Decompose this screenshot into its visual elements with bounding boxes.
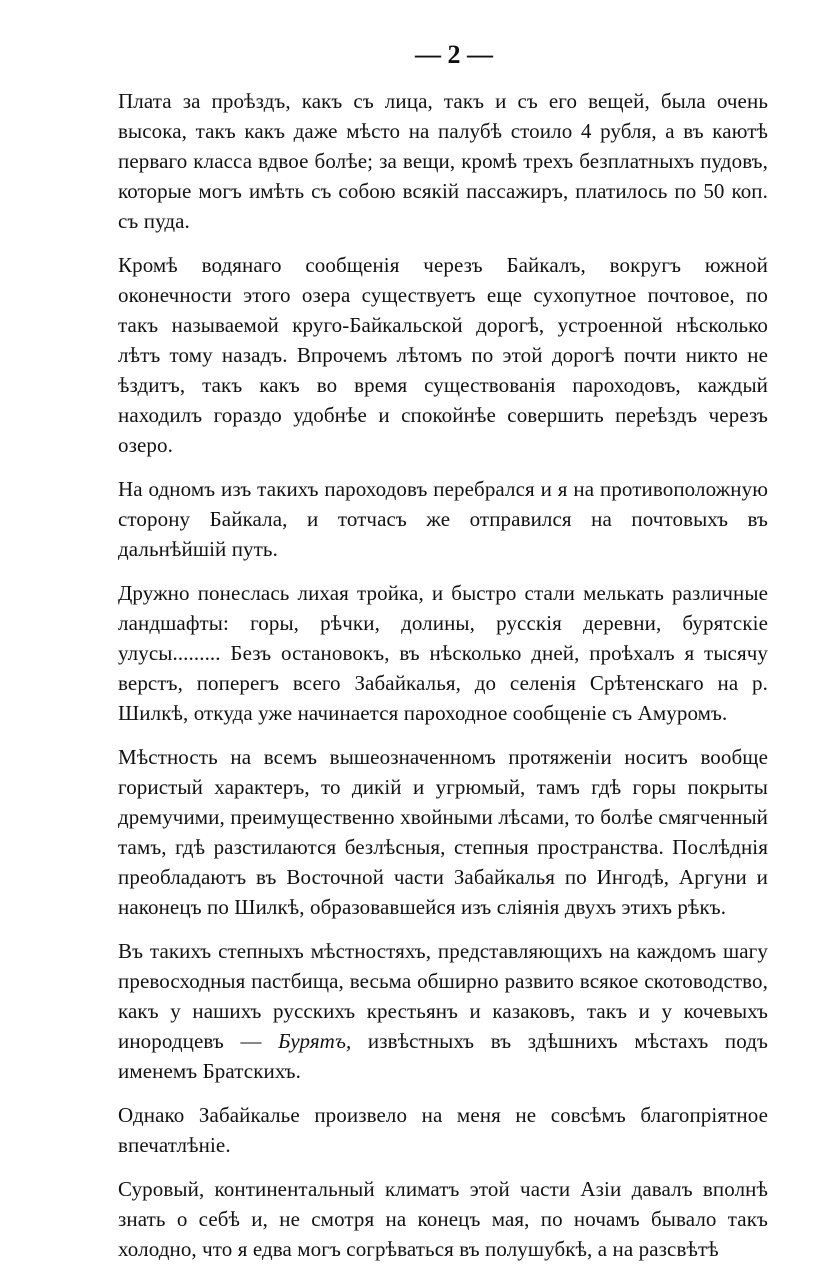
- paragraph-3: На одномъ изъ такихъ пароходовъ перебрался и я на противоположную сторону Байкала, и тотчасъ же отправился на почтовыхъ въ дальнѣйшій путь.: [118, 477, 768, 561]
- paragraph-6: [118, 936, 768, 1086]
- paragraph-5: Мѣстность на всемъ вышеозначенномъ протяженіи носитъ вообще гористый характеръ, то дикій и угрюмый, тамъ гдѣ горы покрыты дремучими, преимущественно хвойными лѣсами, то болѣе смягченный тамъ, гдѣ разстилаются безлѣсныя, степныя пространства. Послѣднія преобладаютъ въ Восточной части Забайкалья по Ингодѣ, Аргуни и наконецъ по Шилкѣ, образовавшейся изъ слiянія двухъ этихъ рѣкъ.: [118, 745, 768, 919]
- paragraph-1: Плата за проѣздъ, какъ съ лица, такъ и съ его вещей, была очень высока, такъ какъ даже мѣсто на палубѣ стоило 4 рубля, а въ каютѣ перваго класса вдвое болѣе; за вещи, кромѣ трехъ безплатныхъ пудовъ, которые могъ имѣть съ собою всякій пассажиръ, платилось по 50 коп. съ пуда.: [118, 89, 768, 233]
- paragraph-4: Дружно понеслась лихая тройка, и быстро стали мелькать различные ландшафты: горы, рѣчки, долины, русскія деревни, бурятскіе улусы......... Безъ остановокъ, въ нѣсколько дней, проѣхалъ я тысячу верстъ, поперегъ всего Забайкалья, до селенія Срѣтенскаго на р. Шилкѣ, откуда уже начинается пароходное сообщеніе съ Амуромъ.: [118, 581, 768, 725]
- page-number: — 2 —: [415, 40, 493, 69]
- paragraph-6-before: Въ такихъ степныхъ мѣстностяхъ, представляющихъ на каждомъ шагу превосходныя пастбища, весьма обширно развито всякое скотоводство, какъ у нашихъ русскихъ крестьянъ и казаковъ, такъ и у кочевыхъ инородцевъ —: [118, 939, 768, 1053]
- document-page: [118, 38, 768, 1264]
- paragraph-8: Суровый, континентальный климатъ этой части Азіи давалъ вполнѣ знать о себѣ и, не смотря на конецъ мая, по ночамъ бывало такъ холодно, что я едва могъ согрѣваться въ полушубкѣ, а на разсвѣтѣ: [118, 1177, 768, 1261]
- paragraph-6-italic: Бурятъ,: [278, 1029, 352, 1053]
- paragraph-6-after: извѣстныхъ въ здѣшнихъ мѣстахъ подъ именемъ Братскихъ.: [118, 1029, 768, 1083]
- paragraph-7: Однако Забайкалье произвело на меня не совсѣмъ благопріятное впечатлѣніе.: [118, 1103, 768, 1157]
- paragraph-2: Кромѣ водянаго сообщенія черезъ Байкалъ, вокругъ южной оконечности этого озера существуетъ еще сухопутное почтовое, по такъ называемой круго-Байкальской дорогѣ, устроенной нѣсколько лѣтъ тому назадъ. Впрочемъ лѣтомъ по этой дорогѣ почти никто не ѣздитъ, такъ какъ во время существованія пароходовъ, каждый находилъ гораздо удобнѣе и спокойнѣе совершить переѣздъ черезъ озеро.: [118, 253, 768, 457]
